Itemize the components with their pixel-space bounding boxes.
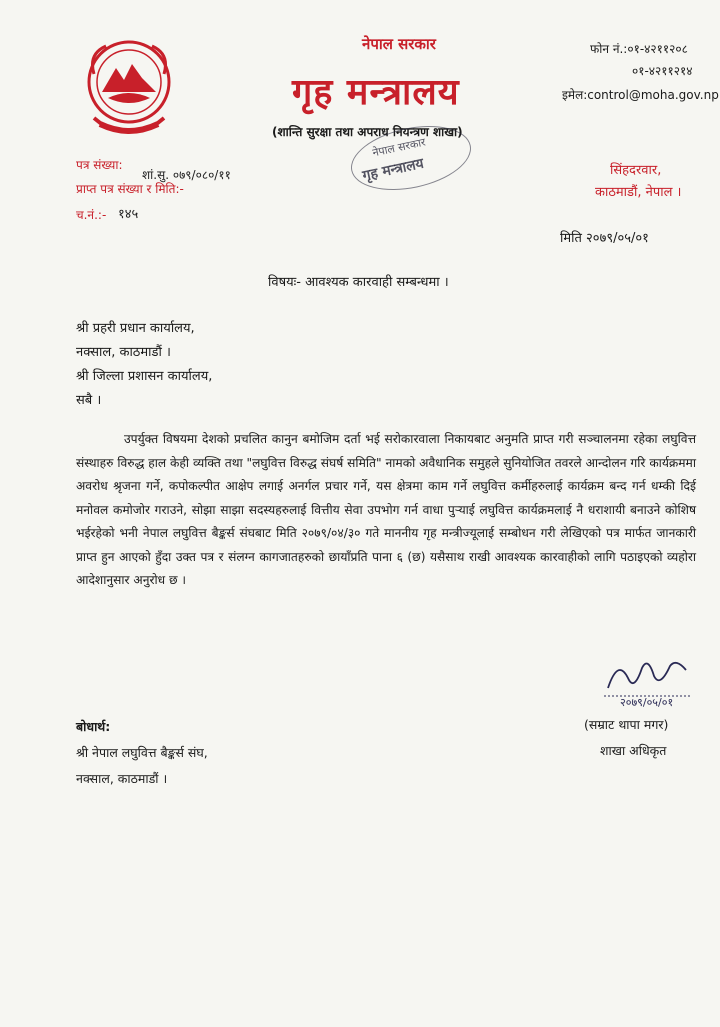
stamp-line-1: नेपाल सरकार (371, 135, 427, 160)
recipient-line-4: सबै । (76, 393, 102, 408)
government-title: नेपाल सरकार (362, 35, 436, 53)
division-title: (शान्ति सुरक्षा तथा अपराध नियन्त्रण शाखा) (272, 125, 463, 139)
email-address: इमेल:control@moha.gov.np (562, 88, 719, 102)
office-address-line-1: सिंहदरवार, (610, 163, 662, 178)
letter-number-value: शां.सु. ०७९/०८०/११ (142, 168, 231, 182)
phone-number-1: फोन नं.:०१-४२११२०८ (590, 42, 688, 56)
nepal-emblem-icon (80, 34, 178, 144)
recipient-line-2: नक्साल, काठमाडौं । (76, 345, 171, 360)
phone-number-2: ०१-४२११२१४ (632, 64, 693, 78)
letter-number-label: पत्र संख्या: (76, 158, 123, 172)
signer-post: शाखा अधिकृत (600, 743, 667, 758)
letter-body: उपर्युक्त विषयमा देशको प्रचलित कानुन बमोजिम दर्ता भई सरोकारवाला निकायबाट अनुमति प्राप्त गरी सञ्चालनमा रहेका लघुवित्त संस्थाहरु विरुद्ध हाल केही व्यक्ति तथा "लघुवित्त विरुद्ध संघर्ष समिति" नामको अवैधानिक समुहले सुनियोजित तवरले आन्दोलन गरि कार्यक्रममा अवरोध श्रृजना गर्ने, कपोकल्पीत आक्षेप लगाई अनर्गल प्रचार गर्ने, यस क्षेत्रमा काम गर्ने लघुवित्त कर्मीहरुलाई कार्यक्रम बन्द गर्न धम्की दिई मनोवल कमोजोर गराउने, सोझा साझा सदस्यहरुलाई वित्तीय सेवा उपभोग गर्न वाधा पुऱ्याई लघुवित्त कार्यक्रमलाई नै धराशायी बनाउने कोशिष भईरहेको भनी नेपाल लघुवित्त बैङ्कर्स संघबाट मिति २०७९/०४/३० गते माननीय गृह मन्त्रीज्यूलाई सम्बोधन गरी लेखिएको पत्र मार्फत जानकारी प्राप्त हुन आएको हुँदा उक्त पत्र र संलग्न कागजातहरुको छायाँप्रति पाना ६ (छ) यसैसाथ राखी आवश्यक कारवाहीको लागि पठाइएको व्यहोरा आदेशानुसार अनुरोध छ । (76, 432, 696, 587)
signature-date: २०७९/०५/०१ (620, 696, 674, 708)
recipient-line-1: श्री प्रहरी प्रधान कार्यालय, (76, 321, 195, 336)
letter-subject: विषयः- आवश्यक कारवाही सम्बन्धमा । (268, 275, 449, 290)
signature-icon (598, 648, 698, 708)
office-address-line-2: काठमाडौं, नेपाल । (595, 185, 682, 200)
dispatch-number-label: च.नं.:- (76, 208, 107, 222)
received-letter-label: प्राप्त पत्र संख्या र मिति:- (76, 182, 184, 196)
recipient-line-3: श्री जिल्ला प्रशासन कार्यालय, (76, 369, 213, 384)
ministry-title: गृह मन्त्रालय (292, 72, 460, 113)
letter-date: मिति २०७९/०५/०१ (560, 231, 649, 246)
cc-line-1: श्री नेपाल लघुवित्त बैङ्कर्स संघ, (76, 745, 208, 760)
stamp-line-2: गृह मन्त्रालय (361, 155, 426, 185)
signer-name: (सम्राट थापा मगर) (584, 717, 669, 732)
cc-line-2: नक्साल, काठमाडौं । (76, 771, 168, 786)
dispatch-number-value: १४५ (118, 207, 139, 222)
cc-label: बोधार्थ: (76, 719, 111, 734)
